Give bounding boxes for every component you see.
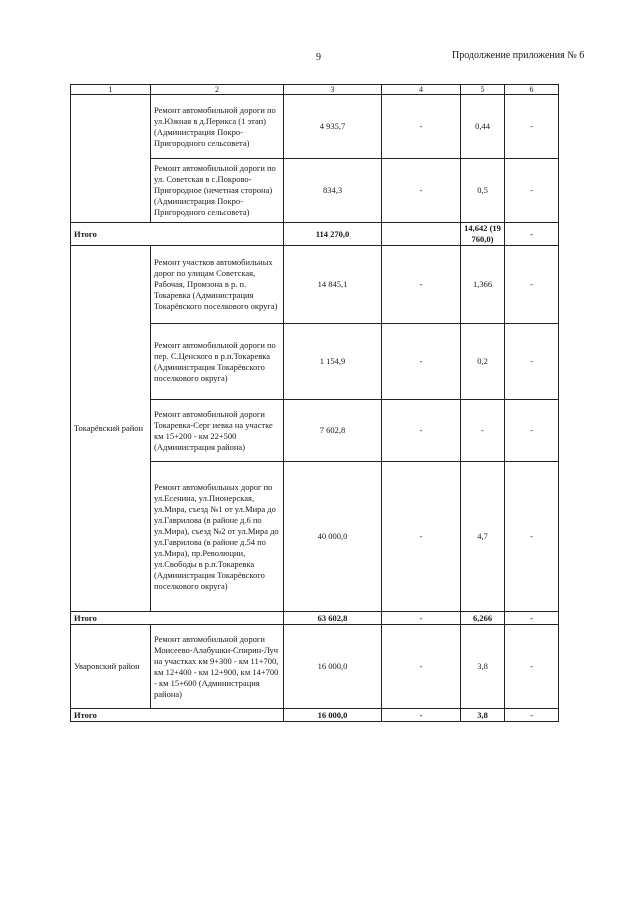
column-6-cell: - <box>505 324 559 400</box>
work-description: Ремонт автомобильной дороги по ул. Советская в с.Покрово-Пригородное (нечетная сторона) (Администрация Покро-Пригородного сельсовета) <box>151 159 284 223</box>
total-row <box>71 223 559 246</box>
column-4-cell: - <box>382 95 461 159</box>
column-number: 6 <box>505 85 559 95</box>
length-cell: 1,366 <box>461 246 505 324</box>
page-number: 9 <box>316 52 321 63</box>
total-amount: 63 602,8 <box>284 612 382 625</box>
table-row <box>71 625 559 709</box>
column-6-cell: - <box>505 95 559 159</box>
total-column-4: - <box>382 612 461 625</box>
amount-cell: 7 602,8 <box>284 400 382 462</box>
total-label: Итого <box>71 709 284 722</box>
work-description: Ремонт автомобильной дороги по ул.Южная в д.Перикса (1 этап) (Администрация Покро-Пригородного сельсовета) <box>151 95 284 159</box>
column-4-cell: - <box>382 159 461 223</box>
total-column-4: - <box>382 709 461 722</box>
column-number: 5 <box>461 85 505 95</box>
length-cell: - <box>461 400 505 462</box>
total-length: 14,642 (19 760,0) <box>461 223 505 246</box>
column-4-cell: - <box>382 246 461 324</box>
column-4-cell: - <box>382 400 461 462</box>
column-6-cell: - <box>505 246 559 324</box>
column-4-cell: - <box>382 324 461 400</box>
column-6-cell: - <box>505 625 559 709</box>
table-row <box>71 246 559 324</box>
column-number: 2 <box>151 85 284 95</box>
work-description: Ремонт автомобильной дороги по пер. С.Ценского в р.п.Токаревка (Администрация Токарёвского поселкового округа) <box>151 324 284 400</box>
total-amount: 16 000,0 <box>284 709 382 722</box>
column-4-cell: - <box>382 462 461 612</box>
length-cell: 3,8 <box>461 625 505 709</box>
column-number: 1 <box>71 85 151 95</box>
district-cell: Уваровский район <box>71 625 151 709</box>
length-cell: 4,7 <box>461 462 505 612</box>
continuation-note: Продолжение приложения № 6 <box>452 50 585 61</box>
column-4-cell: - <box>382 625 461 709</box>
total-length: 3,8 <box>461 709 505 722</box>
total-label: Итого <box>71 612 284 625</box>
total-column-6: - <box>505 709 559 722</box>
length-cell: 0,5 <box>461 159 505 223</box>
district-cell <box>71 95 151 223</box>
column-6-cell: - <box>505 462 559 612</box>
table-row <box>71 95 559 159</box>
amount-cell: 4 935,7 <box>284 95 382 159</box>
total-column-6: - <box>505 612 559 625</box>
district-cell: Токарёвский район <box>71 246 151 612</box>
work-description: Ремонт участков автомобильных дорог по улицам Советская, Рабочая, Промзона в р. п. Токаревка (Администрация Токарёвского поселкового округа) <box>151 246 284 324</box>
road-repair-table <box>70 84 559 722</box>
column-number: 4 <box>382 85 461 95</box>
total-row <box>71 612 559 625</box>
total-amount: 114 270,0 <box>284 223 382 246</box>
amount-cell: 16 000,0 <box>284 625 382 709</box>
column-number: 3 <box>284 85 382 95</box>
total-label: Итого <box>71 223 284 246</box>
column-number-row <box>71 85 559 95</box>
amount-cell: 834,3 <box>284 159 382 223</box>
total-column-6: - <box>505 223 559 246</box>
work-description: Ремонт автомобильной дороги Моисеево-Алабушки-Спирин-Луч на участках км 9+300 - км 11+700, км 12+400 - км 12+900, км 14+700 - км 15+600 (Администрация района) <box>151 625 284 709</box>
column-6-cell: - <box>505 400 559 462</box>
amount-cell: 40 000,0 <box>284 462 382 612</box>
length-cell: 0,44 <box>461 95 505 159</box>
work-description: Ремонт автомобильной дороги Токаревка-Серг иевка на участке км 15+200 - км 22+500 (Администрация района) <box>151 400 284 462</box>
length-cell: 0,2 <box>461 324 505 400</box>
total-length: 6,266 <box>461 612 505 625</box>
work-description: Ремонт автомобильных дорог по ул.Есенина, ул.Пионерская, ул.Мира, съезд №1 от ул.Мира до ул.Гаврилова (в районе д.6 по ул.Мира), съезд №2 от ул.Мира до ул.Гаврилова (в районе д.54 по ул.Мира), пр.Революции, ул.Свободы в р.п.Токаревка (Администрация Токарёвского поселкового округа) <box>151 462 284 612</box>
total-row <box>71 709 559 722</box>
amount-cell: 1 154,9 <box>284 324 382 400</box>
column-6-cell: - <box>505 159 559 223</box>
amount-cell: 14 845,1 <box>284 246 382 324</box>
total-column-4 <box>382 223 461 246</box>
